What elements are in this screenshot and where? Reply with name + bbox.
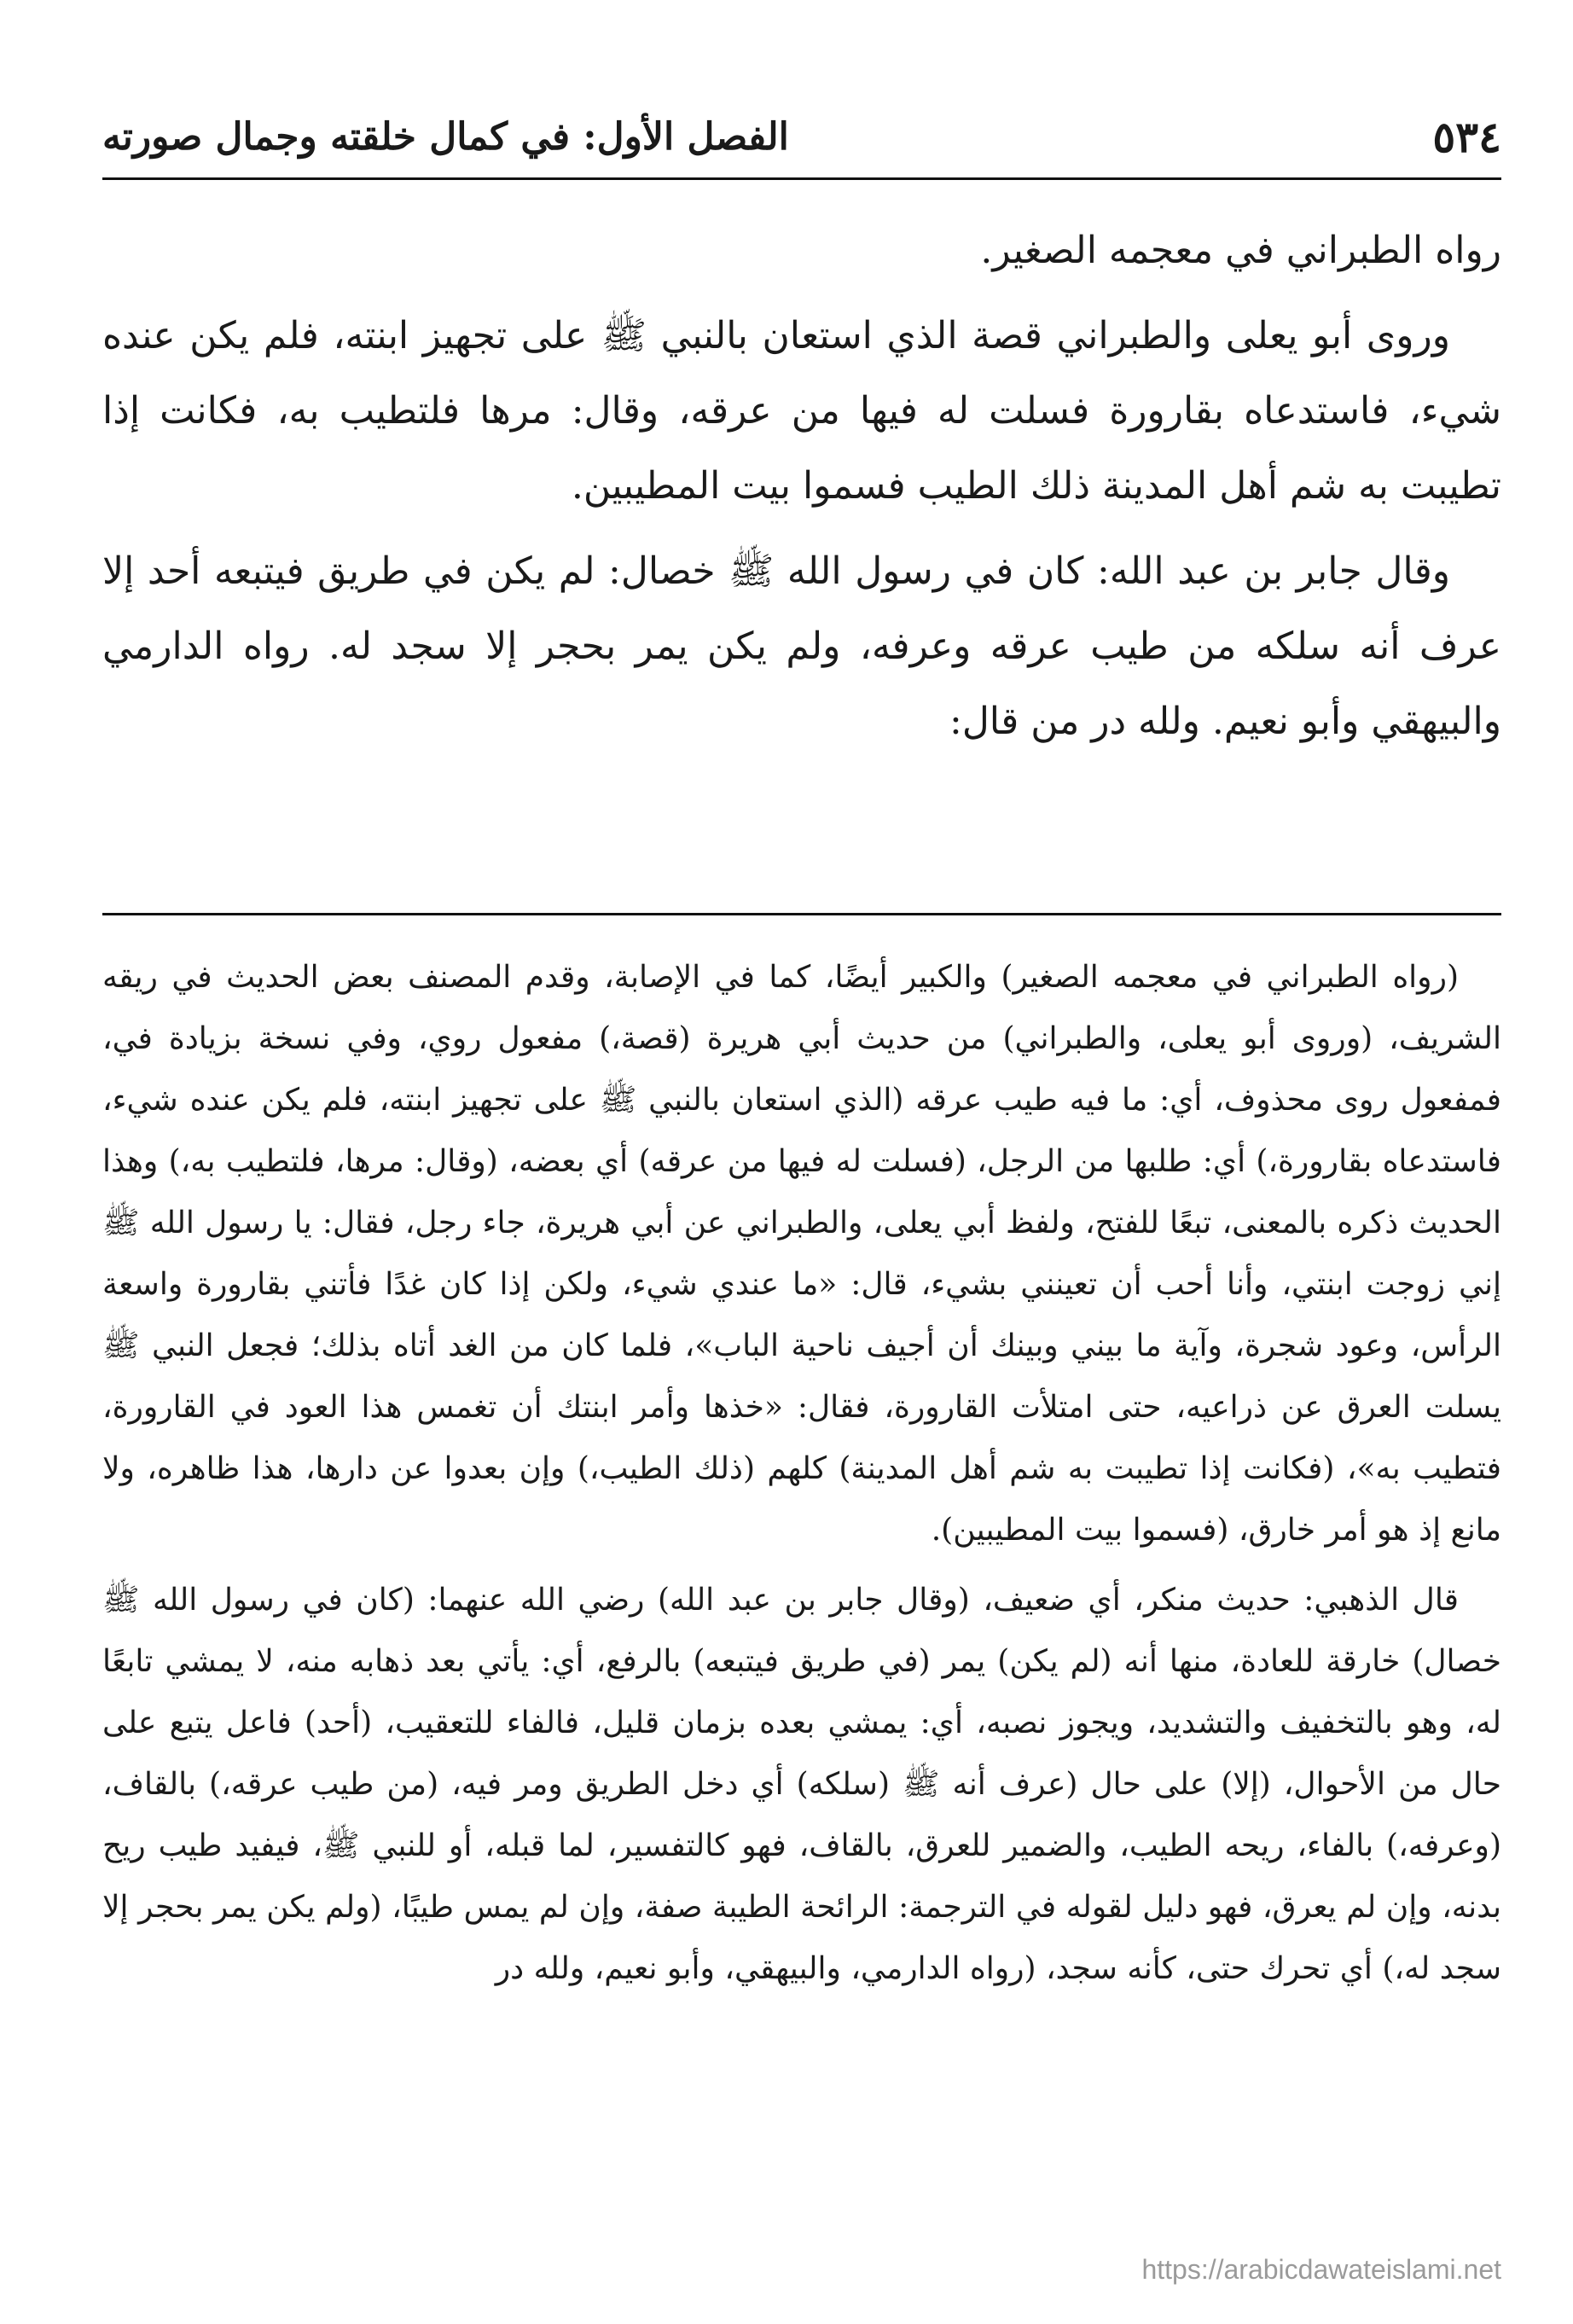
commentary-divider [102, 913, 1501, 915]
header-divider [102, 177, 1501, 180]
running-header [102, 94, 1501, 179]
main-text-paragraph: وروى أبو يعلى والطبراني قصة الذي استعان بالنبي ﷺ على تجهيز ابنته، فلم يكن عنده شيء، فاستدعاه بقارورة فسلت له فيها من عرقه، وقال: مرها فلتطيب به، فكانت إذا تطيبت به شم أهل المدينة ذلك الطيب فسموا بيت المطيبين. [102, 314, 1501, 508]
watermark-url: https://arabicdawateislami.net [1141, 2254, 1501, 2285]
main-text-paragraph: رواه الطبراني في معجمه الصغير. [980, 229, 1501, 272]
main-text [102, 213, 1501, 770]
commentary-paragraph: (رواه الطبراني في معجمه الصغير) والكبير أيضًا، كما في الإصابة، وقدم المصنف بعض الحديث في ريقه الشريف، (وروى أبو يعلى، والطبراني) من حديث أبي هريرة (قصة،) مفعول روي، وفي نسخة بزيادة في، فمفعول روى محذوف، أي: ما فيه طيب عرقه (الذي استعان بالنبي ﷺ على تجهيز ابنته، فلم يكن عنده شيء، فاستدعاه بقارورة،) أي: طلبها من الرجل، (فسلت له فيها من عرقه) أي بعضه، (وقال: مرها، فلتطيب به،) وهذا الحديث ذكره بالمعنى، تبعًا للفتح، ولفظ أبي يعلى، والطبراني عن أبي هريرة، جاء رجل، فقال: يا رسول الله ﷺ إني زوجت ابنتي، وأنا أحب أن تعينني بشيء، قال: «ما عندي شيء، ولكن إذا كان غدًا فأتني بقارورة واسعة الرأس، وعود شجرة، وآية ما بيني وبينك أن أجيف ناحية الباب»، فلما كان من الغد أتاه بذلك؛ فجعل النبي ﷺ يسلت العرق عن ذراعيه، حتى امتلأت القارورة، فقال: «خذها وأمر ابنتك أن تغمس هذا العود في القارورة، فتطيب به»، (فكانت إذا تطيبت به شم أهل المدينة) كلهم (ذلك الطيب،) وإن بعدوا عن دارها، هذا ظاهره، ولا مانع إذ هو أمر خارق، (فسموا بيت المطيبين). [102, 960, 1501, 1548]
commentary-text [102, 947, 1501, 2008]
main-text-paragraph: وقال جابر بن عبد الله: كان في رسول الله ﷺ خصال: لم يكن في طريق فيتبعه أحد إلا عرف أنه سلكه من طيب عرقه وعرفه، ولم يكن يمر بحجر إلا سجد له. رواه الدارمي والبيهقي وأبو نعيم. ولله در من قال: [102, 549, 1501, 743]
page-number: ٥٣٤ [1432, 111, 1501, 162]
commentary-paragraph: قال الذهبي: حديث منكر، أي ضعيف، (وقال جابر بن عبد الله) رضي الله عنهما: (كان في رسول الله ﷺ خصال) خارقة للعادة، منها أنه (لم يكن) يمر (في طريق فيتبعه) بالرفع، أي: يأتي بعد ذهابه منه، لا يمشي تابعًا له، وهو بالتخفيف والتشديد، ويجوز نصبه، أي: يمشي بعده بزمان قليل، فالفاء للتعقيب، (أحد) فاعل يتبع على حال من الأحوال، (إلا) على حال (عرف أنه ﷺ (سلكه) أي دخل الطريق ومر فيه، (من طيب عرقه،) بالقاف، (وعرفه،) بالفاء، ريحه الطيب، والضمير للعرق، بالقاف، فهو كالتفسير، لما قبله، أو للنبي ﷺ، فيفيد طيب ريح بدنه، وإن لم يعرق، فهو دليل لقوله في الترجمة: الرائحة الطيبة صفة، وإن لم يمس طيبًا، (ولم يكن يمر بحجر إلا سجد له،) أي تحرك حتى، كأنه سجد، (رواه الدارمي، والبيهقي، وأبو نعيم، ولله در [102, 1583, 1501, 1986]
chapter-title: الفصل الأول: في كمال خلقته وجمال صورته [102, 114, 789, 159]
book-page [102, 77, 1501, 2285]
